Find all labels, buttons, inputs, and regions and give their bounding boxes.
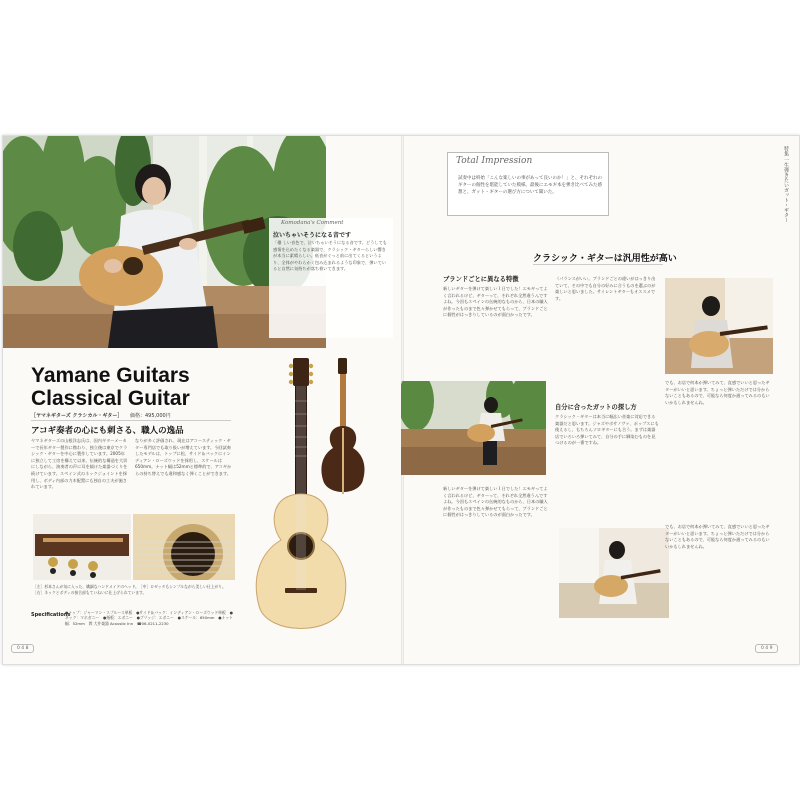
page-title xyxy=(31,364,190,410)
subheading-brand-features: ブランドごとに異なる特徴 xyxy=(443,276,519,283)
comment-label: Komodana's Comment xyxy=(281,220,344,226)
page-number-right: 0 4 9 xyxy=(755,644,778,653)
col4-body: でも、お店で何本か弾いてみて、直感でいいと思ったギターがいいと思います。ちょっと弾いただけでは分からないこともあるので、可能なら何度か通ってみるのもいいかもしれませんね。 xyxy=(665,524,770,549)
specs-body: ●トップ：ジャーマン・スプルース単板 ●サイド＆バック：インディアン・ローズウッド単板 ●ネック：マホガニー ●指板：エボニー ●ブリッジ：エボニー ●スケール：650mm ●ナット幅：52mm 問 大井楽器 Acoustic Inn ☎06-0211-2230 xyxy=(65,610,233,626)
subheading-choosing-gut: 自分に合ったガットの探し方 xyxy=(555,404,637,411)
title-line-1: Yamane Guitars xyxy=(31,364,190,387)
comment-box xyxy=(269,218,393,338)
bottom-left-body: 新しいギターを弾けて楽しい１日でした！エモギってよく言われるけど、ギターって、それぞれ全然違うんですよね。今回もスペインの伝統的なものから、日本の職人が作ったものまで色々弾かせてもらって、ブランドごとに個性がはっきりしているのが面白かったです。 xyxy=(443,486,548,518)
model-name: ［ヤマネギターズ クラシカル・ギター］ xyxy=(31,413,123,419)
section-heading: クラシック・ギターは汎用性が高い xyxy=(533,254,677,264)
impression-label: Total Impression xyxy=(456,156,533,166)
specs-label: Specifications xyxy=(31,612,71,618)
vertical-section-tab: 特集 一生弾きたいガット・ギター xyxy=(783,146,789,223)
body-column-1: ヤマネギターズの山根洋志氏は、国内ギターメーカーで長年ギター製作に携わり、独立後は東京でクラシック・ギターを中心に製作しています。2005年に独立して工房を構えて以来、伝統的な構造を大切にしながら、演奏者の声に耳を傾けた楽器づくりを続けています。スペイン式のネックジョイントを採用し、ボディ内部の力木配置にも独自の工夫が施されています。 xyxy=(31,438,128,490)
body-column-2: なりが多く評価され、現在はアコースティック・ギター専門店でも取り扱いが増えています。今回試奏したモデルは、トップに松、サイド＆バックにインディアン・ローズウッドを採用し、スケールは650mm。ナット幅は52mmと標準的で、アコギからの持ち替えでも違和感なく弾くことができます。 xyxy=(135,438,232,476)
section-rule xyxy=(533,264,663,265)
price: 価格：495,000円 xyxy=(130,413,171,419)
sub1-body: 新しいギターを弾けて楽しい１日でした！エモギってよく言われるけど、ギターって、それぞれ全然違うんですよね。今回もスペインの伝統的なものから、日本の職人が作ったものまで色々弾かせてもらって、ブランドごとに個性がはっきりしているのが面白かったです。 xyxy=(443,286,548,318)
player-photo-bench xyxy=(401,381,546,475)
page-number-left: 0 4 8 xyxy=(11,644,34,653)
sub2-body: クラシック・ギターは本当に幅広い音楽に対応できる楽器だと思います。ジャズやボサノヴァ、ポップスにも使えるし、もちろんソロギターにも合う。まずは楽器店でいろいろ弾いてみて、自分の手に馴染むものを見つけるのが一番ですね。 xyxy=(555,414,659,446)
rosette-photo xyxy=(133,514,235,580)
col2-body: （パランスがいい。ブランドごとの違いがはっきり出ていて、その中でも自分の好みに合うものを選ぶのが楽しいと思いました。サイレントギターもオススメです。 xyxy=(555,276,656,301)
impression-box xyxy=(447,152,609,216)
comment-title: 泣いちゃいそうになる音です xyxy=(273,232,352,239)
impression-body: 試奏中は終始「こんな楽しいの事があって良いのか！」と、それぞれのギターの個性を堪能していた模様。最後にエモギ本を弾き比べてみた感想と、ガット・ギターの選び方について聞いた。 xyxy=(458,176,602,195)
model-price-line xyxy=(31,412,171,419)
headstock-photo xyxy=(33,514,131,580)
title-line-2: Classical Guitar xyxy=(31,387,190,410)
player-photo-window xyxy=(665,278,773,374)
lead-heading: アコギ奏者の心にも刺さる、職人の逸品 xyxy=(31,426,184,436)
guitar-back-photo xyxy=(315,358,371,498)
comment-body: 「優 しい音色で、泣いちゃいそうになる音です。どうしても感情を込めたくなる楽器で、クラシック・ギターらしい響きが本当に素晴らしい。低音がぐっと前に出てくるというより、全体がやわらかく包み込まれるような印象で、弾いていると自然に気持ちが落ち着いてきます。 xyxy=(273,240,387,272)
player-photo-sofa xyxy=(559,528,669,618)
magazine-spread xyxy=(2,135,800,665)
photo-caption: ［左］杉本さんが気に入った、繊細なハンドメイドのヘッド。［中］ロゼッタもシンプルながら美しい仕上がり。［右］ネックとボディの接合部もていねいに仕上げられています。 xyxy=(33,584,226,595)
title-rule xyxy=(31,420,231,421)
col3-body: でも、お店で何本か弾いてみて、直感でいいと思ったギターがいいと思います。ちょっと弾いただけでは分からないこともあるので、可能なら何度か通ってみるのもいいかもしれませんね。 xyxy=(665,380,770,405)
